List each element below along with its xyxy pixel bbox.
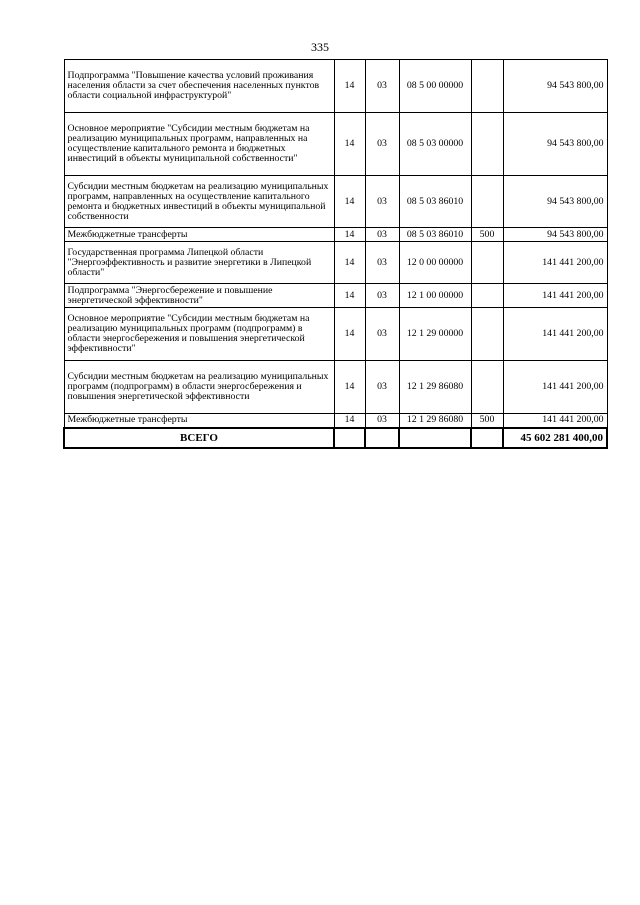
row-amount: 141 441 200,00: [503, 308, 607, 361]
row-target-code: 08 5 03 00000: [399, 113, 471, 176]
row-name: Межбюджетные трансферты: [64, 414, 334, 428]
row-amount: 141 441 200,00: [503, 361, 607, 414]
table-row: [64, 308, 607, 361]
row-section: 14: [334, 228, 365, 242]
row-name: Государственная программа Липецкой области "Энергоэффективность и развитие энергетики в Липецкой области": [64, 242, 334, 284]
row-name: Основное мероприятие "Субсидии местным бюджетам на реализацию муниципальных программ (подпрограмм) в области энергосбережения и повышения энергетической эффективности": [64, 308, 334, 361]
row-amount: 94 543 800,00: [503, 113, 607, 176]
total-row: [64, 428, 607, 448]
row-section: 14: [334, 176, 365, 228]
row-section: 14: [334, 414, 365, 428]
row-amount: 141 441 200,00: [503, 242, 607, 284]
row-subsection: 03: [365, 176, 399, 228]
row-target-code: 12 1 29 00000: [399, 308, 471, 361]
row-section: 14: [334, 284, 365, 308]
row-amount: 141 441 200,00: [503, 284, 607, 308]
table-row: [64, 284, 607, 308]
row-subsection: 03: [365, 308, 399, 361]
budget-table: [63, 59, 608, 449]
row-subsection: 03: [365, 242, 399, 284]
row-expense-kind: [471, 242, 503, 284]
row-section: 14: [334, 308, 365, 361]
row-subsection: 03: [365, 228, 399, 242]
total-amount: 45 602 281 400,00: [503, 428, 607, 448]
table-row: [64, 176, 607, 228]
row-name: Подпрограмма "Энергосбережение и повышение энергетической эффективности": [64, 284, 334, 308]
row-amount: 94 543 800,00: [503, 60, 607, 113]
row-target-code: 12 1 29 86080: [399, 361, 471, 414]
table-row: [64, 113, 607, 176]
row-expense-kind: 500: [471, 414, 503, 428]
row-target-code: 08 5 03 86010: [399, 176, 471, 228]
row-expense-kind: [471, 60, 503, 113]
row-expense-kind: [471, 361, 503, 414]
row-expense-kind: [471, 308, 503, 361]
row-expense-kind: [471, 113, 503, 176]
row-expense-kind: [471, 284, 503, 308]
row-amount: 141 441 200,00: [503, 414, 607, 428]
row-expense-kind: 500: [471, 228, 503, 242]
row-target-code: 08 5 00 00000: [399, 60, 471, 113]
row-section: 14: [334, 60, 365, 113]
total-empty-cell: [399, 428, 471, 448]
row-target-code: 12 1 00 00000: [399, 284, 471, 308]
row-section: 14: [334, 242, 365, 284]
row-amount: 94 543 800,00: [503, 228, 607, 242]
row-amount: 94 543 800,00: [503, 176, 607, 228]
row-subsection: 03: [365, 113, 399, 176]
row-target-code: 08 5 03 86010: [399, 228, 471, 242]
total-empty-cell: [365, 428, 399, 448]
row-subsection: 03: [365, 361, 399, 414]
row-name: Основное мероприятие "Субсидии местным бюджетам на реализацию муниципальных программ, направленных на осуществление капитального ремонта и бюджетных инвестиций в объекты муниципальной собственности": [64, 113, 334, 176]
row-subsection: 03: [365, 284, 399, 308]
row-target-code: 12 0 00 00000: [399, 242, 471, 284]
table-row: [64, 228, 607, 242]
table-row: [64, 60, 607, 113]
row-name: Подпрограмма "Повышение качества условий проживания населения области за счет обеспечения населенных пунктов области социальной инфраструктурой": [64, 60, 334, 113]
table-row: [64, 414, 607, 428]
total-empty-cell: [471, 428, 503, 448]
row-expense-kind: [471, 176, 503, 228]
table-row: [64, 242, 607, 284]
table-row: [64, 361, 607, 414]
row-name: Субсидии местным бюджетам на реализацию муниципальных программ, направленных на осуществление капитального ремонта и бюджетных инвестиций в объекты муниципальной собственности: [64, 176, 334, 228]
total-label: ВСЕГО: [64, 428, 334, 448]
row-subsection: 03: [365, 60, 399, 113]
row-name: Субсидии местным бюджетам на реализацию муниципальных программ (подпрограмм) в области энергосбережения и повышения энергетической эффективности: [64, 361, 334, 414]
row-section: 14: [334, 113, 365, 176]
total-empty-cell: [334, 428, 365, 448]
row-name: Межбюджетные трансферты: [64, 228, 334, 242]
row-section: 14: [334, 361, 365, 414]
page-number: 335: [311, 40, 329, 54]
row-target-code: 12 1 29 86080: [399, 414, 471, 428]
row-subsection: 03: [365, 414, 399, 428]
